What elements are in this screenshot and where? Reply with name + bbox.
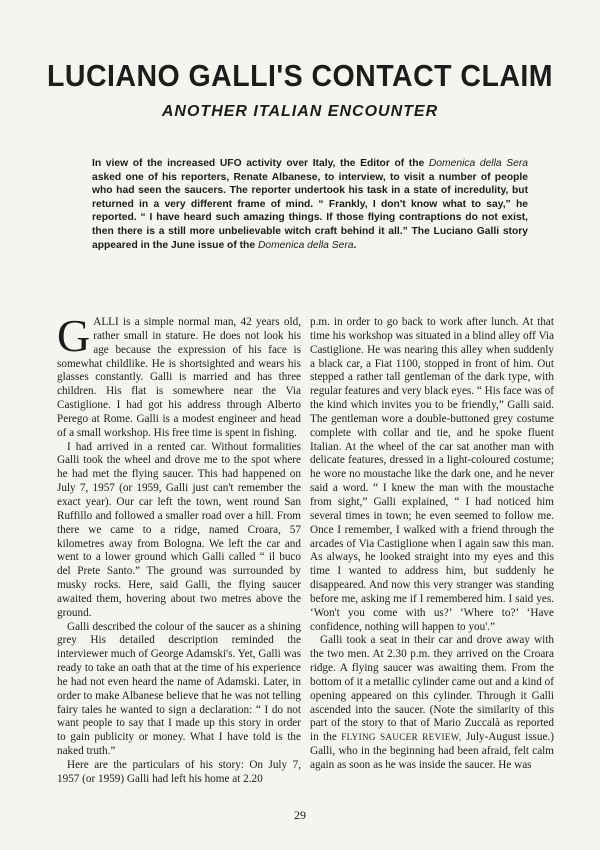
right-paragraph-2-text-b: July-August issue.) Galli, who in the beginning had been afraid, felt calm again as soon as he was inside the saucer. He was [310,731,554,771]
left-paragraph-1 [57,310,301,441]
page-number: 29 [294,808,306,822]
intro-paragraph [92,157,528,252]
drop-cap: G [57,310,91,361]
review-name: FLYING SAUCER REVIEW, [341,732,462,743]
left-paragraph-3: Galli described the colour of the saucer as a shining grey His detailed description reminded the interviewer much of George Adamski's. Yet, Galli was ready to take an oath that at the time of his experience he had not even heard the name of Adamski. Later, in order to make Albanese believe that he was not telling fairy tales he wanted to sign a declaration: “ I do not want people to say that I made up this story in order to gain publicity or money. What I have told is the naked truth.” [57,620,301,758]
intro-text-3: . [353,239,357,251]
left-paragraph-2: I had arrived in a rented car. Without formalities Galli took the wheel and drove me to the spot where he had met the flying saucer. This had happened on July 7, 1957 (or 1959, Galli just can't remember the exact year). Our car left the town, went round San Ruffillo and followed a smaller road over a hill. From there we came to a ridge, named Croara, 57 kilometres away from Bologna. We left the car and went to a lower ground which Galli called “ il buco del Prete Santo.” The ground was surrounded by musky rocks. Here, said Galli, the flying saucer awaited them, hovering about two metres above the ground. [57,440,301,619]
right-paragraph-2 [310,634,554,772]
intro-publication-1: Domenica della Sera [428,158,528,169]
article-title: LUCIANO GALLI'S CONTACT CLAIM [47,58,553,93]
right-paragraph-1: p.m. in order to go back to work after lunch. At that time his workshop was situated in a blind alley off Via Castiglione. He was nearing this alley when suddenly a black car, a Fiat 1100, stopped in front of him. Out stepped a rather tall gentleman of the dark type, with regular features and very black eyes. “ His face was of the kind which invites you to be friendly,” Galli said. The gentleman wore a double-buttoned grey costume complete with collar and tie, and he spoke fluent Italian. At the wheel of the car sat another man with delicate features, dressed in a light-coloured costume; he wore no moustache like the dark one, and he never said a word. “ I knew the man with the moustache from sight,” Galli explained, “ I had noticed him several times in town; he even seemed to follow me. Once I remember, I walked with a friend through the arcades of Via Castiglione when I again saw this man. As always, he looked straight into my eyes and this time I wanted to address him, but suddenly he disappeared. And now this very stranger was standing before me, asking me if I remembered him. I said yes. ‘Won't you come with us?’ ‘Where to?’ ‘Have confidence, nothing will happen to you'.” [310,316,554,633]
right-column [310,316,554,773]
right-paragraph-2-text-a: Galli took a seat in their car and drove away with the two men. At 2.30 p.m. they arrived on the Croara ridge. A flying saucer was awaiting them. From the bottom of it a metallic cylinder came out and a kind of opening appeared on this cylinder. Through it Galli ascended into the saucer. (Note the similarity of this part of the story to that of Mario Zuccalà as reported in the [310,634,554,744]
intro-text-2: asked one of his reporters, Renate Albanese, to interview, to visit a number of people who had seen the saucers. The reporter undertook his task in a state of incredulity, but returned in a very different frame of mind. “ Frankly, I don't know what to say,” he reported. “ I have heard such amazing things. If those flying contraptions do not exist, then there is a still more unbelievable witch craft behind it all.” The Luciano Galli story appeared in the June issue of the [92,171,528,251]
intro-publication-2: Domenica della Sera [257,239,354,251]
article-subtitle: ANOTHER ITALIAN ENCOUNTER [161,103,439,120]
left-column [57,310,301,787]
intro-text-1: In view of the increased UFO activity over Italy, the Editor of the [92,158,429,169]
left-paragraph-1-text: ALLI is a simple normal man, 42 years old, rather small in stature. He does not look his age because the expression of his face is somewhat childlike. He is shortsighted and wears his glasses constantly. Galli is married and has three children. His flat is somewhere near the Via Castiglione. I had got his address through Alberto Perego at Rome. Galli is a modest engineer and head of a small workshop. His free time is spent in fishing. [57,316,301,439]
left-paragraph-4: Here are the particulars of his story: On July 7, 1957 (or 1959) Galli had left his home at 2.20 [57,759,301,785]
